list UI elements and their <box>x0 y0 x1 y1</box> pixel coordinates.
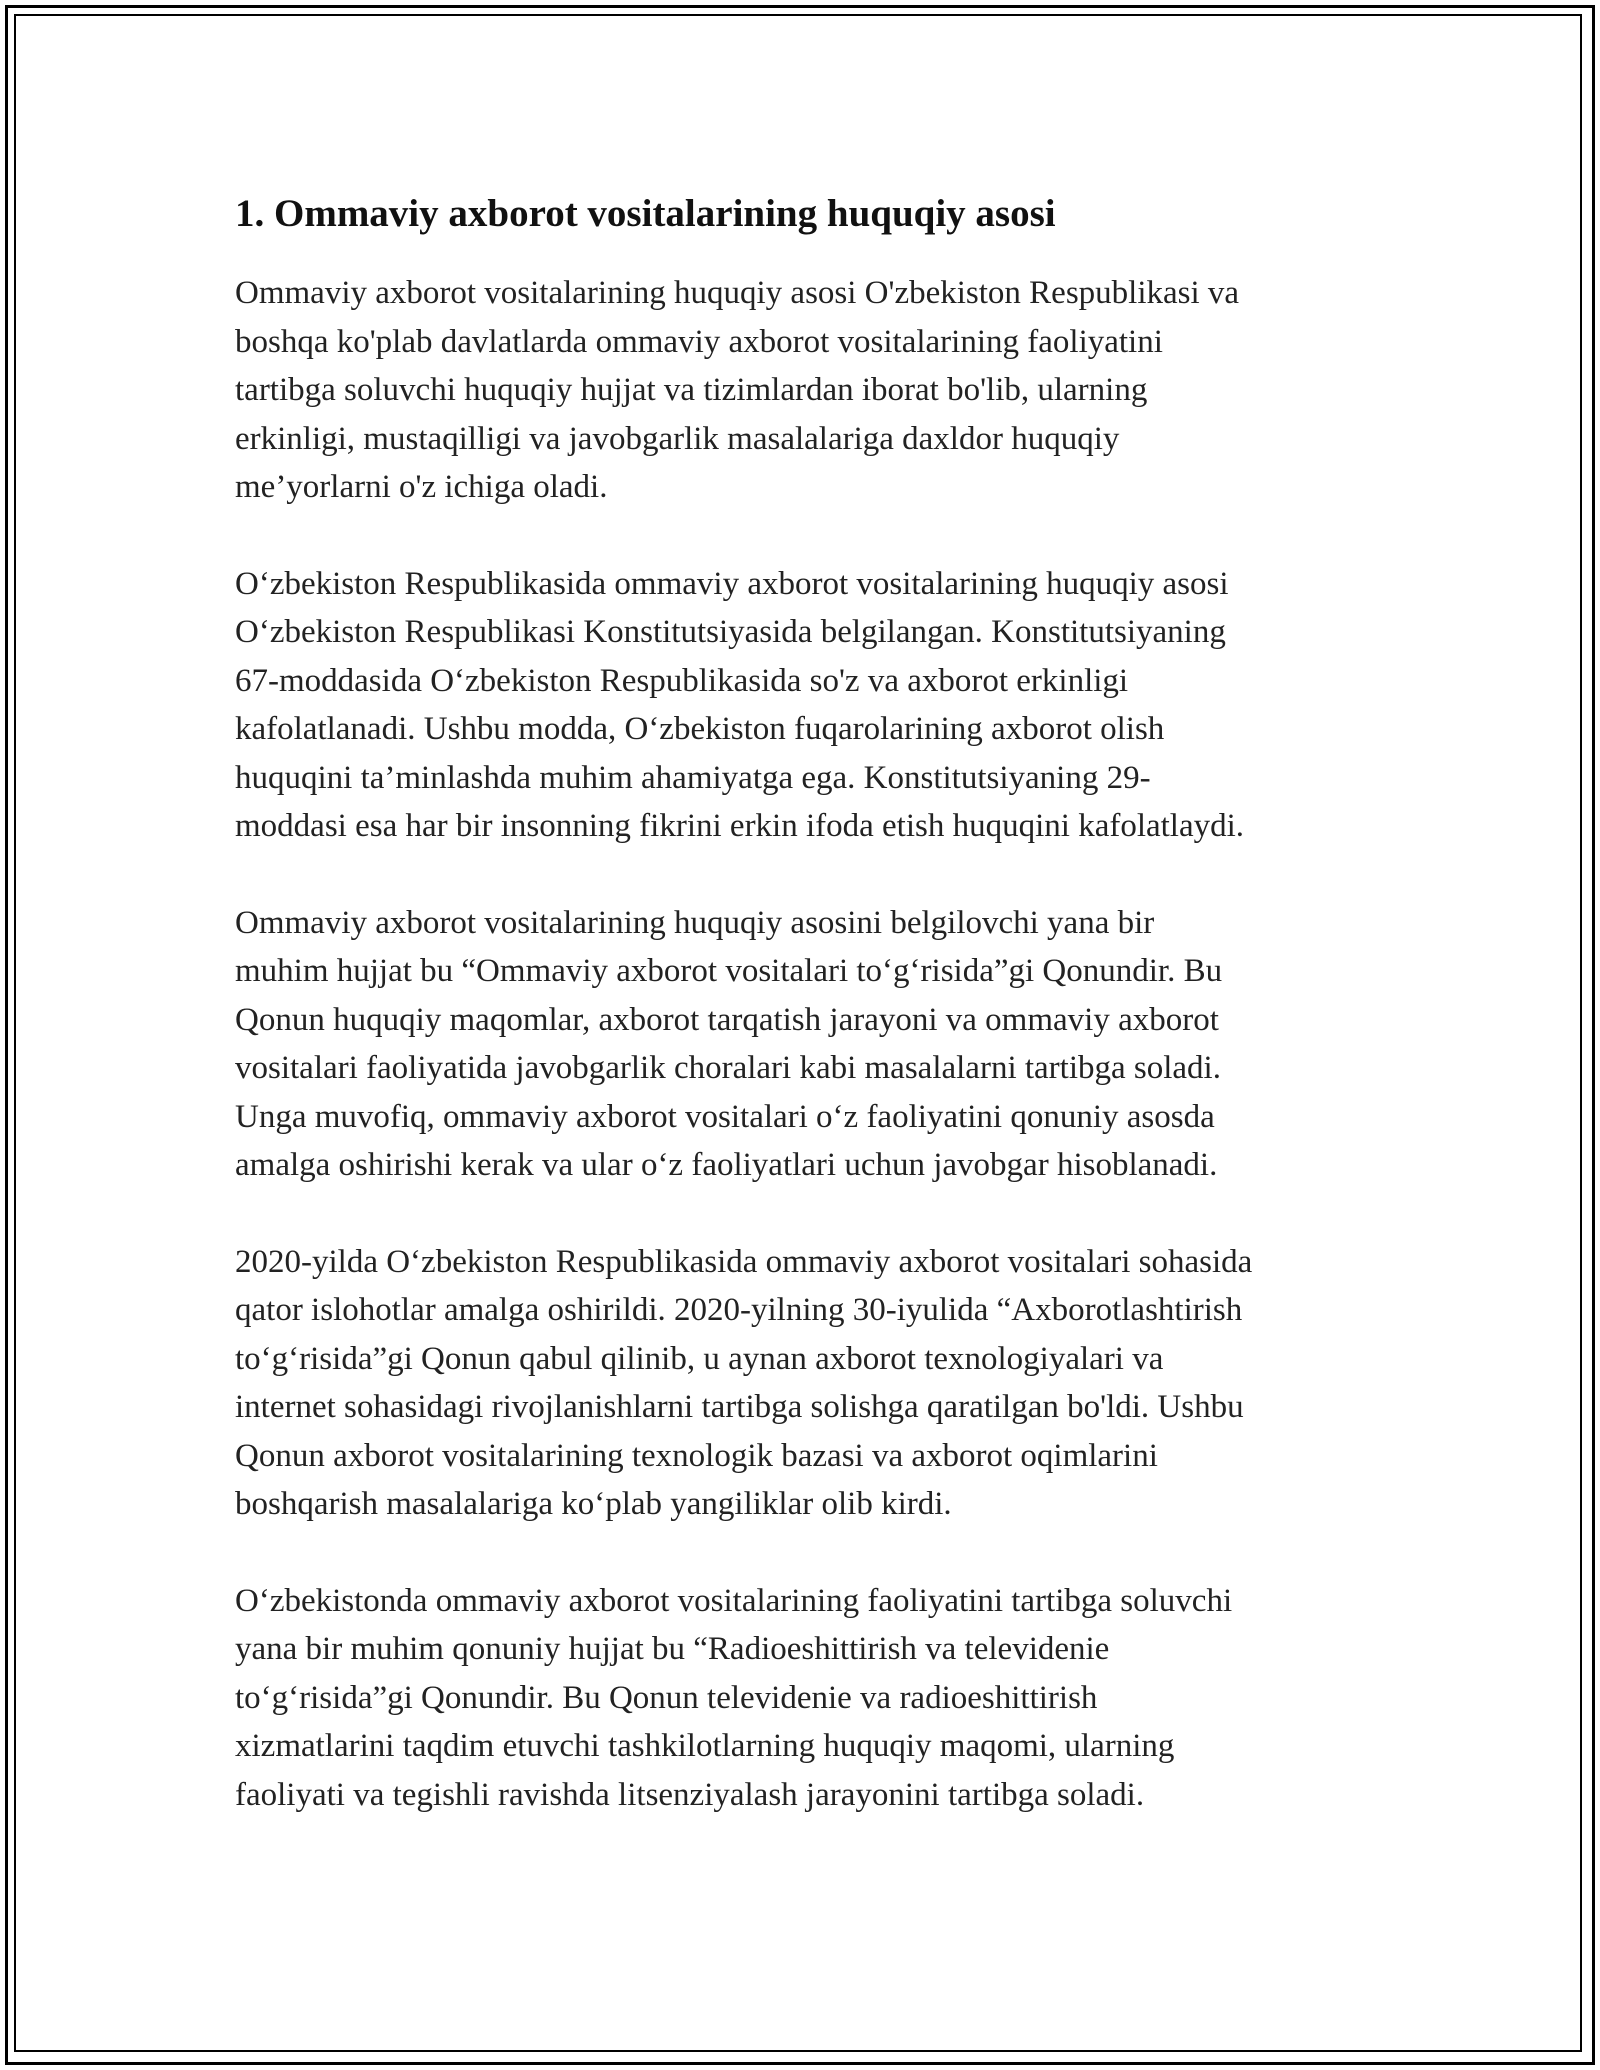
paragraph-4: 2020-yilda O‘zbekiston Respublikasida ommaviy axborot vositalari sohasida qator islohotlar amalga oshirildi. 2020-yilning 30-iyulida “Axborotlashtirish to‘g‘risida”gi Qonun qabul qilinib, u aynan axborot texnologiyalari va internet sohasidagi rivojlanishlarni tartibga solishga qaratilgan bo'ldi. Ushbu Qonun axborot vositalarining texnologik bazasi va axborot oqimlarini boshqarish masalalariga ko‘plab yangiliklar olib kirdi. <box>235 1243 1253 1522</box>
paragraph-1: Ommaviy axborot vositalarining huquqiy asosi O'zbekiston Respublikasi va boshqa ko'plab davlatlarda ommaviy axborot vositalarining faoliyatini tartibga soluvchi huquqiy hujjat va tizimlardan iborat bo'lib, ularning erkinligi, mustaqilligi va javobgarlik masalalariga daxldor huquqiy me’yorlarni o'z ichiga oladi. <box>235 275 1240 505</box>
paragraph-2: O‘zbekiston Respublikasida ommaviy axborot vositalarining huquqiy asosi O‘zbekiston Respublikasi Konstitutsiyasida belgilangan. Konstitutsiyaning 67-moddasida O‘zbekiston Respublikasida so'z va axborot erkinligi kafolatlanadi. Ushbu modda, O‘zbekiston fuqarolarining axborot olish huquqini ta’minlashda muhim ahamiyatga ega. Konstitutsiyaning 29- moddasi esa har bir insonning fikrini erkin ifoda etish huquqini kafolatlaydi. <box>235 565 1245 844</box>
document-body <box>235 185 1385 1867</box>
paragraph-5: O‘zbekistonda ommaviy axborot vositalarining faoliyatini tartibga soluvchi yana bir muhim qonuniy hujjat bu “Radioeshittirish va televidenie to‘g‘risida”gi Qonundir. Bu Qonun televidenie va radioeshittirish xizmatlarini taqdim etuvchi tashkilotlarning huquqiy maqomi, ularning faoliyati va tegishli ravishda litsenziyalash jarayonini tartibga soladi. <box>235 1582 1233 1813</box>
section-heading: 1. Ommaviy axborot vositalarining huquqiy asosi <box>235 192 1056 235</box>
paragraph-3: Ommaviy axborot vositalarining huquqiy asosini belgilovchi yana bir muhim hujjat bu “Ommaviy axborot vositalari to‘g‘risida”gi Qonundir. Bu Qonun huquqiy maqomlar, axborot tarqatish jarayoni va ommaviy axborot vositalari faoliyatida javobgarlik choralari kabi masalalarni tartibga soladi. Unga muvofiq, ommaviy axborot vositalari o‘z faoliyatini qonuniy asosda amalga oshirishi kerak va ular o‘z faoliyatlari uchun javobgar hisoblanadi. <box>235 904 1223 1183</box>
